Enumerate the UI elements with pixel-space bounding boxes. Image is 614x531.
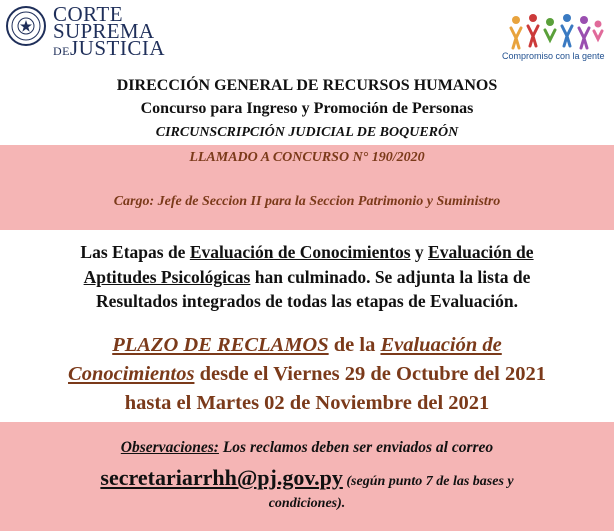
- etapas-paragraph: [0, 240, 614, 314]
- title-direccion: DIRECCIÓN GENERAL DE RECURSOS HUMANOS: [116, 77, 498, 94]
- etapas-text-1: Las Etapas de: [80, 242, 190, 262]
- cargo-text: Cargo: Jefe de Seccion II para la Seccion Patrimonio y Suministro: [113, 194, 501, 209]
- etapas-text-4: Resultados integrados de todas las etapas de Evaluación.: [96, 291, 518, 311]
- observaciones-text: Los reclamos deben ser enviados al correo: [218, 439, 494, 456]
- plazo-label: PLAZO DE RECLAMOS: [112, 334, 329, 356]
- etapas-text-2: y: [410, 242, 429, 262]
- plazo-evaluacion-b: Conocimientos: [68, 363, 195, 385]
- brand-line-suprema: SUPREMA: [53, 19, 155, 43]
- link-evaluacion-conocimientos[interactable]: Evaluación de Conocimientos: [189, 242, 411, 262]
- brand-logotype: [53, 2, 166, 60]
- brand-line-justicia: [53, 36, 166, 60]
- link-evaluacion-aptitudes-a[interactable]: Evaluación de: [428, 242, 534, 262]
- brand-line-corte: CORTE: [53, 2, 124, 26]
- plazo-paragraph: [0, 331, 614, 418]
- email-link[interactable]: secretariarrhh@pj.gov.py: [100, 465, 343, 490]
- email-line: [0, 465, 614, 491]
- plazo-desde: desde el Viernes 29 de Octubre del 2021: [194, 363, 546, 385]
- observaciones-note-2: condiciones).: [268, 496, 346, 511]
- title-circunscripcion: CIRCUNSCRIPCIÓN JUDICIAL DE BOQUERÓN: [155, 125, 459, 140]
- observaciones-line: [0, 439, 614, 457]
- corte-suprema-seal-icon: [6, 6, 46, 46]
- brand-word-justicia: JUSTICIA: [70, 36, 166, 60]
- brand-prefix-de: DE: [53, 44, 70, 58]
- header: [0, 0, 614, 66]
- title-concurso: Concurso para Ingreso y Promoción de Personas: [140, 100, 474, 117]
- plazo-evaluacion-a: Evaluación de: [380, 334, 502, 356]
- observaciones-band: [0, 422, 614, 531]
- etapas-text-3: han culminado. Se adjunta la lista de: [250, 266, 531, 287]
- llamado-band: [0, 145, 614, 230]
- observaciones-label: Observaciones:: [120, 439, 219, 456]
- logo-tagline: Compromiso con la gente: [502, 51, 605, 61]
- link-evaluacion-aptitudes-b[interactable]: Aptitudes Psicológicas: [83, 266, 251, 287]
- plazo-hasta: hasta el Martes 02 de Noviembre del 2021: [124, 392, 490, 414]
- llamado-title: LLAMADO A CONCURSO N° 190/2020: [189, 150, 425, 165]
- plazo-text-1: de la: [328, 334, 381, 356]
- observaciones-note-1: (según punto 7 de las bases y: [342, 474, 514, 489]
